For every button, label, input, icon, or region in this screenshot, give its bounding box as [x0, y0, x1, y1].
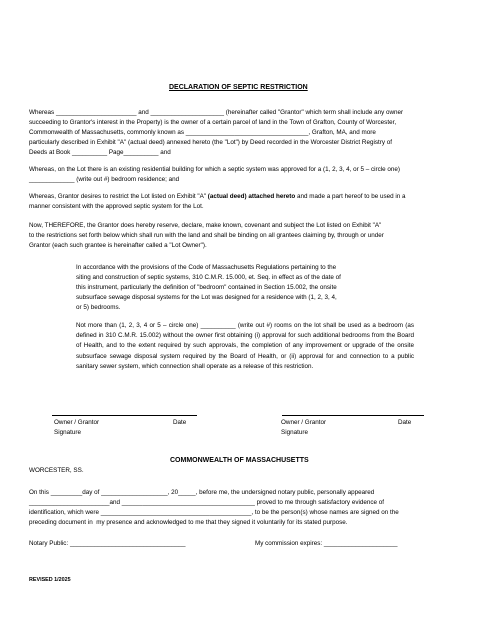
- document-title: DECLARATION OF SEPTIC RESTRICTION: [169, 84, 308, 91]
- left-owner-label: Owner / Grantor: [54, 419, 100, 426]
- notary-public-field[interactable]: Notary Public: _________________________________: [29, 540, 186, 547]
- left-signature-line[interactable]: [52, 415, 197, 416]
- left-date-label: Date: [173, 419, 187, 426]
- paragraph-line: or 5) bedrooms.: [76, 304, 121, 311]
- notary-county: WORCESTER, SS.: [29, 467, 84, 474]
- paragraph-line: siting and construction of septic systems, 310 C.M.R. 15.000, et. Seq. in effect as of the date of: [76, 274, 341, 281]
- paragraph-line: Whereas, Grantor desires to restrict the Lot listed on Exhibit "A" (actual deed) attached hereto and made a part hereof to be used in a: [29, 193, 406, 200]
- paragraph-line: _____________ (write out #) bedroom residence; and: [29, 176, 180, 183]
- left-signature-label: Signature: [54, 429, 81, 436]
- exhibit-bold-text: (actual deed) attached hereto: [207, 193, 296, 200]
- right-owner-label: Owner / Grantor: [281, 419, 327, 426]
- paragraph-line: Whereas _______________________ and _____________________ (hereinafter called "Grantor" which term shall include any owner: [29, 109, 404, 116]
- paragraph-line: manner consistent with the approved septic system for the Lot.: [29, 203, 204, 210]
- paragraph-line: On this _________day of ___________________, 20_____, before me, the undersigned notary public, personally appeared: [29, 489, 375, 496]
- right-date-label: Date: [398, 419, 412, 426]
- paragraph-line: to the restrictions set forth below which shall run with the land and shall be binding on all grantees claiming by, through or under: [29, 232, 384, 239]
- paragraph-line: Now, THEREFORE, the Grantor does hereby reserve, declare, make known, covenant and subject the Lot listed on Exhibit "A": [29, 222, 382, 229]
- paragraph-line: subsurface sewage disposal systems for the Lot was designed for a residence with (1, 2, 3, 4,: [76, 294, 337, 301]
- revision-footer: REVISED 1/2025: [29, 577, 71, 583]
- bedroom-limit-paragraph: Not more than (1, 2, 3, 4 or 5 – circle one) __________ (write out #) rooms on the lot shall be used as a bedroom (as defined in 310 C.M.R. 15.002) without the owner first obtaining (i) approval for such additional bedrooms from the Board of Health, and to the extent required by such approvals, the completion of any improvement or upgrade of the onsite subsurface sewage disposal system required by the Board of Health, or (ii) approval for and connection to a public sanitary sewer system, which connection shall operate as a release of this restriction.: [76, 322, 414, 370]
- paragraph-line: _______________________and ______________________________________ proved to me through satisfactory evidence of: [29, 499, 385, 506]
- paragraph-line: particularly described in Exhibit "A" (actual deed) annexed hereto (the "Lot") by Deed recorded in the Worcester District Registry of: [29, 139, 393, 146]
- paragraph-line: succeeding to Grantor's interest in the Property) is the owner of a certain parcel of land in the Town of Grafton, County of Worcester,: [29, 119, 397, 126]
- paragraph-line: Whereas, on the Lot there is an existing residential building for which a septic system was approved for a (1, 2, 3, 4, or 5 – circle one): [29, 166, 401, 173]
- paragraph-line: identification, which were ___________________________________________, to be the person(s) whose names are signed on the: [29, 509, 399, 516]
- right-signature-label: Signature: [281, 429, 308, 436]
- paragraph-line: preceding document in my presence and acknowledged to me that they signed it voluntarily for its stated purpose.: [29, 519, 348, 526]
- right-signature-line[interactable]: [282, 415, 424, 416]
- commission-expires-field[interactable]: My commission expires: _____________________: [255, 540, 398, 547]
- paragraph-line: this instrument, particularly the definition of "bedroom" contained in Section 15.002, the onsite: [76, 284, 337, 291]
- paragraph-line: In accordance with the provisions of the Code of Massachusetts Regulations pertaining to the: [76, 264, 337, 271]
- paragraph-line: Deeds at Book __________ Page__________ and: [29, 149, 171, 156]
- paragraph-line: Commonwealth of Massachusetts, commonly known as ___________________________________, Grafton, MA, and more: [29, 129, 376, 136]
- notary-heading: COMMONWEALTH OF MASSACHUSETTS: [170, 457, 309, 464]
- paragraph-line: Grantor (each such grantee is hereinafter called a "Lot Owner").: [29, 242, 207, 249]
